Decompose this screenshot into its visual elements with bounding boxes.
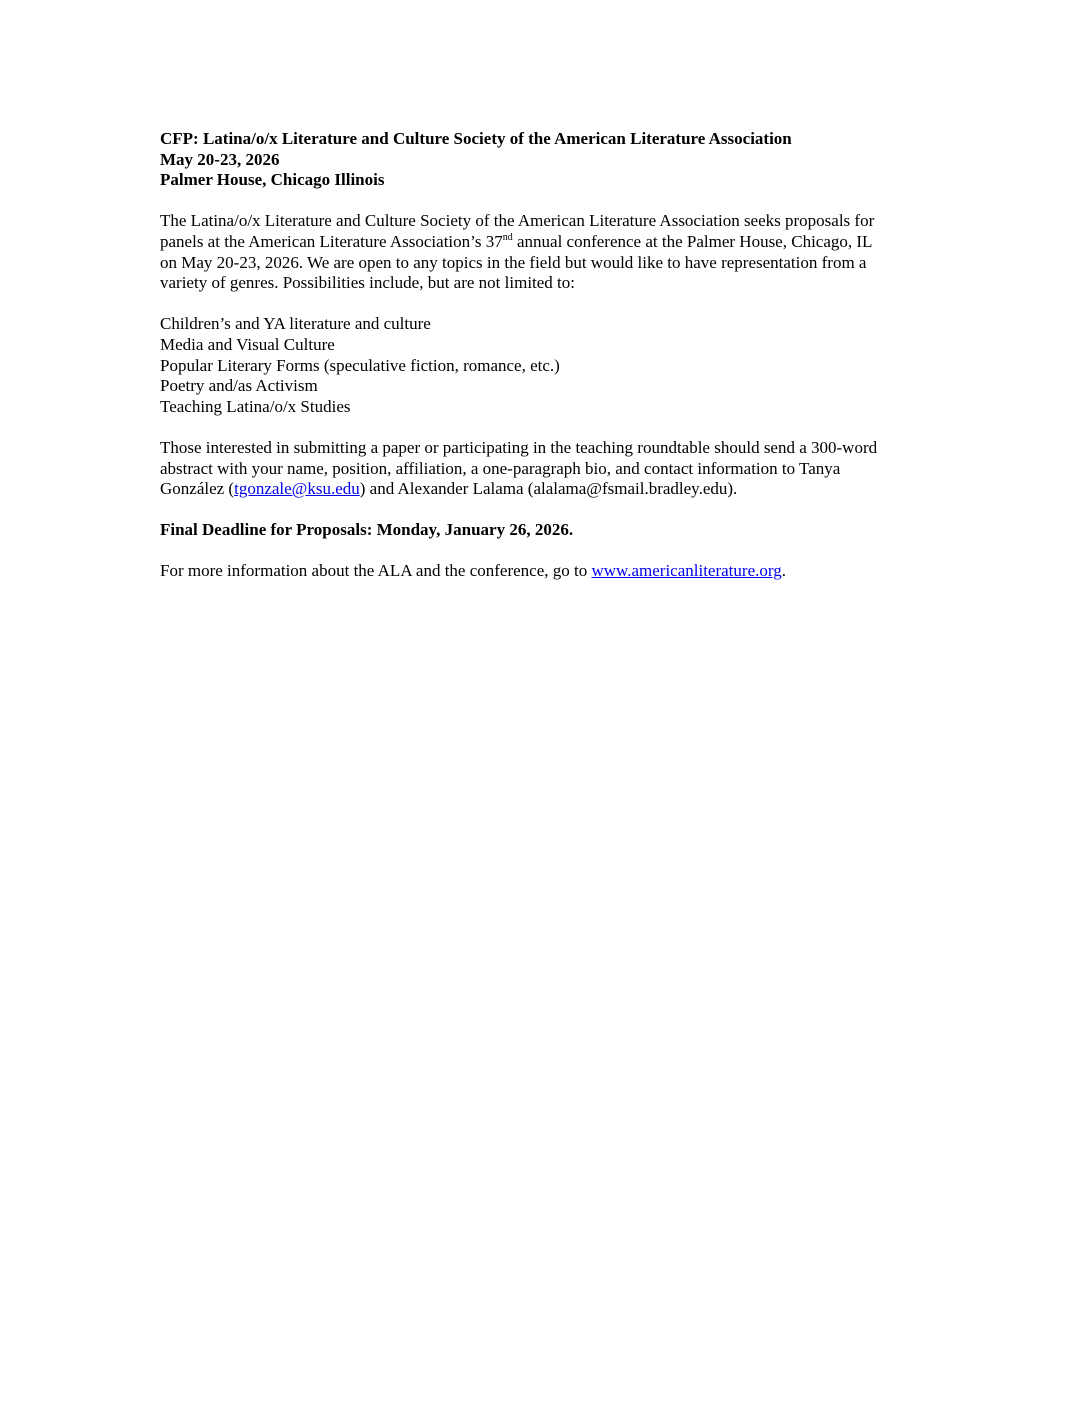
ordinal-suffix: nd <box>502 231 513 243</box>
intro-line: variety of genres. Possibilities include, but are not limited to: <box>160 273 576 293</box>
submission-line: abstract with your name, position, affiliation, a one-paragraph bio, and contact information to Tanya <box>160 458 841 478</box>
intro-line-text: panels at the American Literature Association’s 37 <box>160 231 503 251</box>
spacer <box>160 500 930 521</box>
intro-line-text: annual conference at the Palmer House, Chicago, IL <box>512 231 873 251</box>
submission-line-text: ) and Alexander Lalama (alalama@fsmail.bradley.edu). <box>359 479 738 499</box>
spacer <box>160 417 930 438</box>
conference-dates: May 20-23, 2026 <box>160 149 280 169</box>
more-info-line <box>160 561 930 582</box>
proposal-deadline: Final Deadline for Proposals: Monday, January 26, 2026. <box>160 520 574 540</box>
topic-item: Poetry and/as Activism <box>160 376 318 396</box>
submission-line: Those interested in submitting a paper or participating in the teaching roundtable should send a 300-word <box>160 437 878 457</box>
intro-line <box>160 232 930 253</box>
document-body <box>160 129 930 582</box>
spacer <box>160 541 930 562</box>
intro-paragraph <box>160 211 930 293</box>
topic-item: Media and Visual Culture <box>160 334 335 354</box>
spacer <box>160 191 930 212</box>
topic-item: Children’s and YA literature and culture <box>160 314 431 334</box>
conference-location: Palmer House, Chicago Illinois <box>160 170 385 190</box>
submission-line <box>160 479 930 500</box>
more-info-text: . <box>781 561 786 581</box>
submission-line-text: González ( <box>160 479 235 499</box>
intro-line: on May 20-23, 2026. We are open to any topics in the field but would like to have representation from a <box>160 252 867 272</box>
spacer <box>160 294 930 315</box>
cfp-title: CFP: Latina/o/x Literature and Culture Society of the American Literature Association <box>160 129 792 148</box>
topic-item: Popular Literary Forms (speculative fiction, romance, etc.) <box>160 355 560 375</box>
topics-list <box>160 314 930 417</box>
more-info-text: For more information about the ALA and the conference, go to <box>160 561 592 581</box>
email-link-gonzalez[interactable]: tgonzale@ksu.edu <box>234 479 360 499</box>
intro-line: The Latina/o/x Literature and Culture Society of the American Literature Association seeks proposals for <box>160 211 875 231</box>
ala-website-link[interactable]: www.americanliterature.org <box>591 561 782 581</box>
topic-item: Teaching Latina/o/x Studies <box>160 396 351 416</box>
submission-paragraph <box>160 438 930 500</box>
